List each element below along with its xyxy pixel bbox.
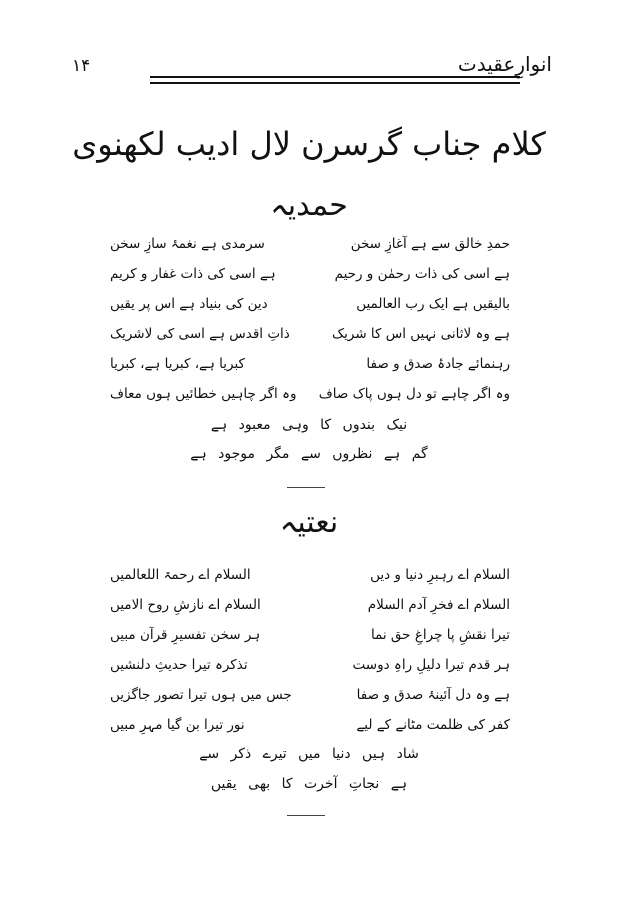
misra-second: السلام اے نازشِ روح الامیں [110, 597, 261, 613]
misra-second: کبریا ہے، کبریا ہے، کبریا [110, 356, 245, 372]
naat-couplet [110, 597, 510, 621]
misra-second: السلام اے رحمۃ اللعالمیں [110, 567, 251, 583]
hamd-closing-line: نیک بندوں کا وہی معبود ہے [210, 417, 408, 433]
misra-first: السلام اے فخرِ آدم السلام [367, 597, 510, 613]
misra-second: تذکرہ تیرا حدیثِ دلنشیں [110, 657, 248, 673]
hamd-couplet [110, 266, 510, 290]
hamd-couplet [110, 356, 510, 380]
section-separator [287, 487, 325, 488]
misra-first: ہے وہ لاثانی نہیں اس کا شریک [332, 326, 510, 342]
misra-second: وہ اگر چاہیں خطائیں ہوں معاف [110, 386, 297, 402]
misra-second: سرمدی ہے نغمۂ سازِ سخن [110, 236, 265, 252]
misra-first: ہے وہ دل آئینۂ صدق و صفا [356, 687, 510, 703]
misra-second: ہے اسی کی ذات غفار و کریم [110, 266, 276, 282]
misra-first: حمدِ خالق سے ہے آغازِ سخن [350, 236, 510, 252]
hamd-couplet [110, 326, 510, 350]
misra-first: کفر کی ظلمت مٹانے کے لیے [356, 717, 510, 733]
naat-closing-line: شاد ہیں دنیا میں تیرے ذکر سے [199, 746, 419, 762]
naat-closing-line: ہے نجاتِ آخرت کا بھی یقیں [210, 776, 408, 792]
misra-first: ہر قدم تیرا دلیلِ راہِ دوست [352, 657, 510, 673]
page-header [72, 52, 552, 96]
hamd-couplet [110, 386, 510, 410]
misra-second: دین کی بنیاد ہے اس پر یقیں [110, 296, 268, 312]
naat-couplet [110, 627, 510, 651]
naat-couplet [110, 567, 510, 591]
misra-first: رہنمائے جادۂ صدق و صفا [366, 356, 510, 372]
hamd-couplet [110, 236, 510, 260]
misra-first: ہے اسی کی ذات رحمٰن و رحیم [334, 266, 510, 282]
running-title: انوارِعقیدت [457, 52, 552, 76]
naat-heading: نعتیہ [279, 505, 339, 540]
hamd-couplet [110, 296, 510, 320]
page-number: ۱۴ [72, 56, 91, 76]
hamd-heading: حمدیہ [270, 188, 348, 223]
misra-second: ہر سخن تفسیرِ قرآن مبیں [110, 627, 261, 643]
misra-first: وہ اگر چاہے تو دل ہوں پاک صاف [318, 386, 510, 402]
poet-title: کلام جناب گرسرن لال ادیب لکھنوی [72, 125, 546, 163]
misra-second: جس میں ہوں تیرا تصور جاگزیں [110, 687, 292, 703]
naat-couplet [110, 687, 510, 711]
naat-couplet [110, 717, 510, 741]
naat-couplet [110, 657, 510, 681]
hamd-closing-line: گم ہے نظروں سے مگر موجود ہے [190, 446, 428, 462]
misra-first: تیرا نقشِ پا چراغِ حق نما [370, 627, 510, 643]
misra-second: نور تیرا بن گیا مہرِ مبیں [110, 717, 245, 733]
header-rule-bottom [150, 82, 520, 84]
misra-first: السلام اے رہبرِ دنیا و دیں [370, 567, 510, 583]
misra-second: ذاتِ اقدس ہے اسی کی لاشریک [110, 326, 290, 342]
misra-first: بالیقیں ہے ایک رب العالمیں [356, 296, 510, 312]
header-rule-top [150, 76, 520, 78]
section-separator [287, 815, 325, 816]
